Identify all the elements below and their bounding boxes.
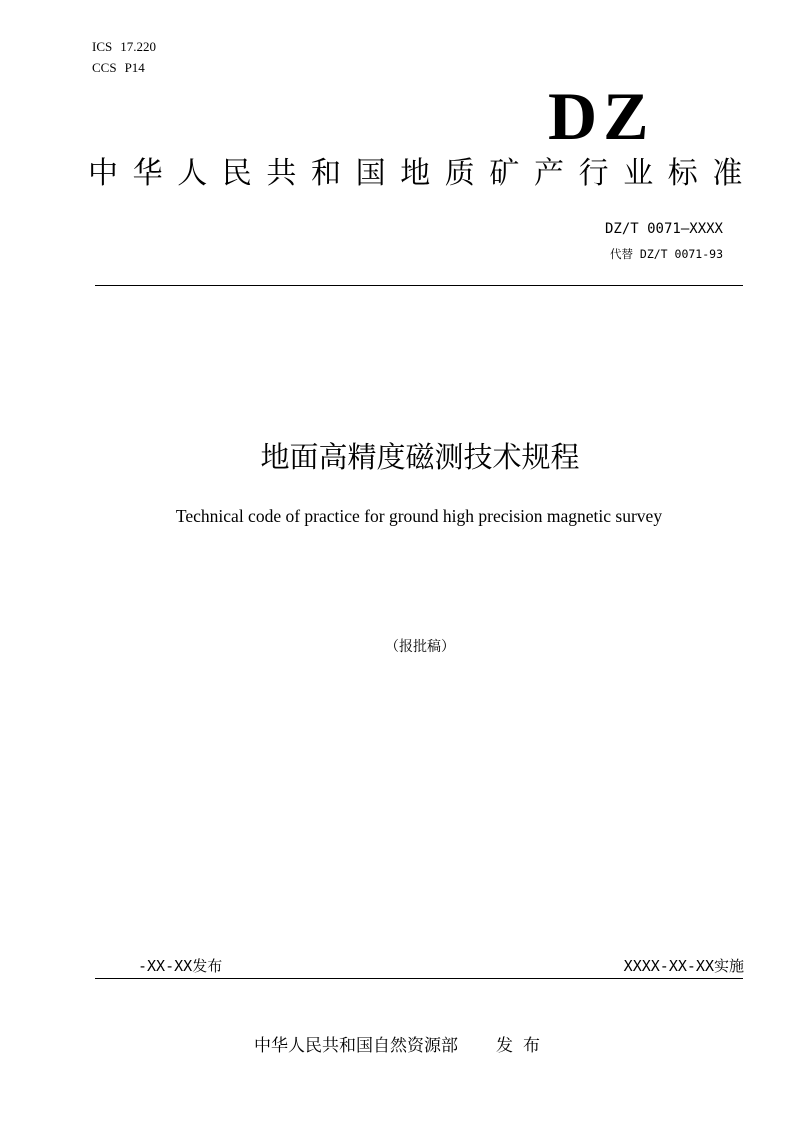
document-title-cn: 地面高精度磁测技术规程 xyxy=(260,440,580,474)
ics-code: 17.220 xyxy=(120,39,156,54)
issue-date xyxy=(138,955,222,977)
issue-label: 发布 xyxy=(192,957,223,975)
standard-number: DZ/T 0071—XXXX xyxy=(604,221,723,237)
implementation-date xyxy=(624,955,744,977)
dz-logo: DZ xyxy=(548,78,655,154)
implementation-label: 实施 xyxy=(713,957,744,975)
ics-classification xyxy=(92,39,156,55)
footer-divider xyxy=(95,978,743,979)
publisher-line xyxy=(254,1034,550,1058)
publish-action: 发布 xyxy=(496,1036,550,1056)
ccs-code: P14 xyxy=(124,60,145,75)
publisher-name: 中华人民共和国自然资源部 xyxy=(254,1036,458,1056)
issue-date-value: -XX-XX xyxy=(138,957,193,975)
ccs-classification xyxy=(92,60,145,76)
ics-label: ICS xyxy=(92,39,113,54)
document-title-en: Technical code of practice for ground high precision magnetic survey xyxy=(175,506,663,526)
replaces-standard: 代替 DZ/T 0071-93 xyxy=(609,247,723,261)
implementation-date-value: XXXX-XX-XX xyxy=(623,957,714,975)
draft-status: （报批稿） xyxy=(385,639,455,655)
ccs-label: CCS xyxy=(92,60,117,75)
header-divider xyxy=(95,285,743,286)
standard-category-title: 中华人民共和国地质矿产行业标准 xyxy=(88,156,757,191)
